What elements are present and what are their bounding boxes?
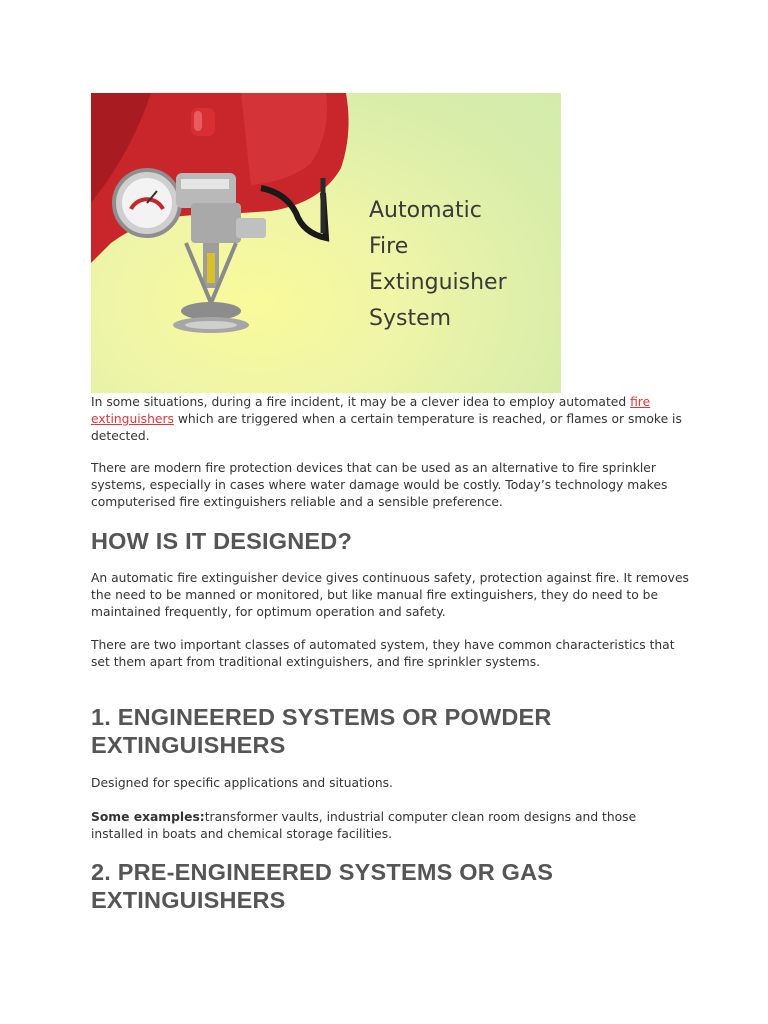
hero-caption-line: Automatic [369,198,482,223]
paragraph-modern-devices [91,460,691,510]
hero-caption-line: Fire [369,234,409,259]
examples-text: transformer vaults, industrial computer clean room designs and those installed in boats and chemical storage facilities. [91,810,637,841]
intro-paragraph [91,394,691,444]
paragraph-text: Designed for specific applications and situations. [91,776,393,790]
hero-caption-line: Extinguisher [369,270,507,295]
examples-label: Some examples: [91,810,205,824]
paragraph-text: There are modern fire protection devices that can be used as an alternative to fire sprinkler systems, especially in cases where water damage would be costly. Today’s technology makes computerised fire extinguishers reliable and a sensible preference. [91,461,668,509]
intro-text-before: In some situations, during a fire incident, it may be a clever idea to employ automated [91,395,631,409]
heading-engineered-systems [91,703,691,759]
section-heading: HOW IS IT DESIGNED? [91,528,353,554]
hero-caption [369,193,507,337]
paragraph-examples [91,809,691,843]
section-heading: 1. ENGINEERED SYSTEMS OR POWDER EXTINGUISHERS [91,704,552,758]
paragraph-designed-for [91,775,691,792]
paragraph-two-classes [91,637,691,671]
paragraph-continuous-safety [91,570,691,620]
heading-how-designed [91,527,691,555]
section-heading: 2. PRE-ENGINEERED SYSTEMS OR GAS EXTINGUISHERS [91,859,554,913]
heading-pre-engineered-systems [91,858,691,914]
fire-extinguishers-link[interactable]: fire extinguishers [91,395,651,426]
hero-image [91,93,561,393]
paragraph-text: An automatic fire extinguisher device gives continuous safety, protection against fire. It removes the need to be manned or monitored, but like manual fire extinguishers, they do need to be maintained frequently, for optimum operation and safety. [91,571,689,619]
hero-caption-line: System [369,306,452,331]
intro-text-after: which are triggered when a certain temperature is reached, or flames or smoke is detected. [91,411,682,443]
paragraph-text: There are two important classes of automated system, they have common characteristics that set them apart from traditional extinguishers, and fire sprinkler systems. [91,638,675,669]
